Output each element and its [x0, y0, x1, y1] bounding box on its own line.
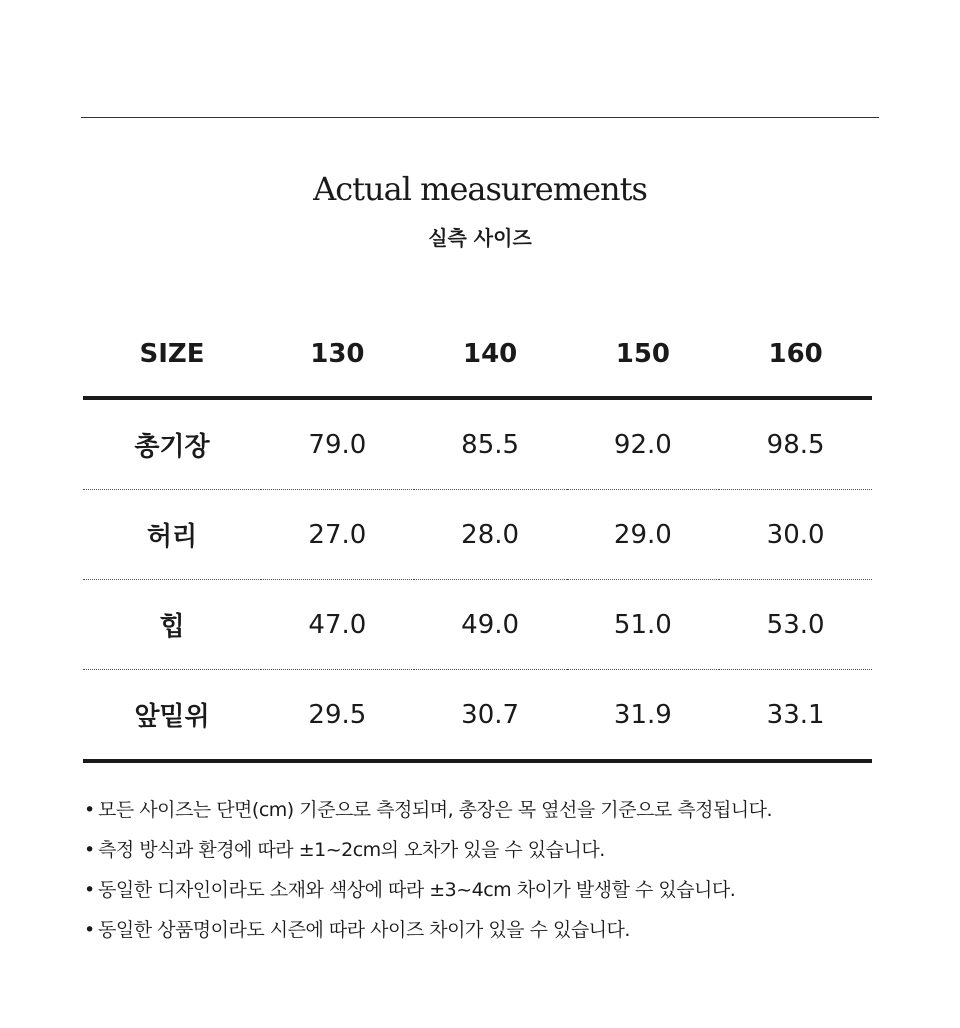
column-header-size: SIZE [83, 312, 261, 398]
table-cell: 29.5 [261, 670, 414, 762]
table-cell: 92.0 [567, 398, 720, 490]
table-cell: 30.0 [719, 490, 872, 580]
column-header-160: 160 [719, 312, 872, 398]
bullet-icon: • [84, 799, 95, 821]
column-header-140: 140 [414, 312, 567, 398]
row-label: 총기장 [83, 398, 261, 490]
table-cell: 29.0 [567, 490, 720, 580]
table-header-row [83, 312, 872, 398]
note-item [84, 910, 772, 950]
row-label: 앞밑위 [83, 670, 261, 762]
note-text: 동일한 상품명이라도 시즌에 따라 사이즈 차이가 있을 수 있습니다. [98, 919, 630, 941]
table-cell: 51.0 [567, 580, 720, 670]
table-cell: 30.7 [414, 670, 567, 762]
table-cell: 85.5 [414, 398, 567, 490]
column-header-150: 150 [567, 312, 720, 398]
top-divider [81, 117, 879, 118]
table-cell: 28.0 [414, 490, 567, 580]
note-text: 동일한 디자인이라도 소재와 색상에 따라 ±3~4cm 차이가 발생할 수 있습니다. [98, 879, 736, 901]
table-row [83, 670, 872, 762]
table-row [83, 398, 872, 490]
table-row [83, 580, 872, 670]
note-item [84, 790, 772, 830]
note-item [84, 830, 772, 870]
table-cell: 31.9 [567, 670, 720, 762]
table-cell: 49.0 [414, 580, 567, 670]
table-cell: 47.0 [261, 580, 414, 670]
bullet-icon: • [84, 919, 95, 941]
table-cell: 79.0 [261, 398, 414, 490]
note-text: 측정 방식과 환경에 따라 ±1~2cm의 오차가 있을 수 있습니다. [98, 839, 605, 861]
page-title: Actual measurements [313, 170, 647, 208]
table-row [83, 490, 872, 580]
row-label: 허리 [83, 490, 261, 580]
table-cell: 27.0 [261, 490, 414, 580]
bullet-icon: • [84, 879, 95, 901]
note-item [84, 870, 772, 910]
bullet-icon: • [84, 839, 95, 861]
page-subtitle: 실측 사이즈 [428, 226, 532, 250]
table-cell: 98.5 [719, 398, 872, 490]
row-label: 힙 [83, 580, 261, 670]
size-table [83, 312, 872, 763]
notes-list [84, 790, 772, 950]
table-cell: 53.0 [719, 580, 872, 670]
note-text: 모든 사이즈는 단면(cm) 기준으로 측정되며, 총장은 목 옆선을 기준으로 측정됩니다. [98, 799, 773, 821]
column-header-130: 130 [261, 312, 414, 398]
table-cell: 33.1 [719, 670, 872, 762]
